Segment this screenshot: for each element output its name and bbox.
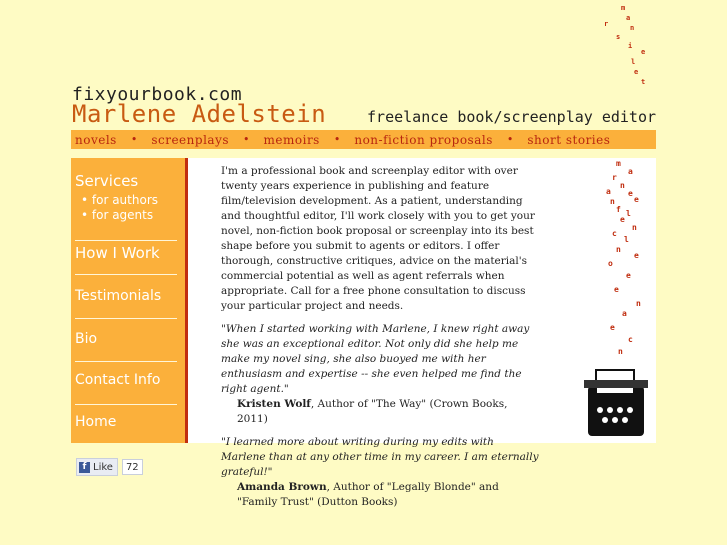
svg-text:n: n (636, 299, 641, 308)
testimonial-attribution (221, 397, 541, 427)
sidebar-item-how-i-work[interactable]: How I Work (75, 244, 160, 262)
topnav-separator: • (333, 133, 341, 146)
topnav-separator: • (243, 133, 250, 146)
sidebar-item-bio[interactable]: Bio (75, 331, 98, 347)
svg-text:l: l (624, 235, 629, 244)
svg-text:e: e (626, 271, 631, 280)
sidebar (71, 158, 188, 443)
testimonial-credit: , Author of "The Way" (Crown Books, 2011) (237, 398, 508, 425)
testimonial-quote: "When I started working with Marlene, I knew right away she was an exceptional editor. Not only did she help me make my novel sing, she also buoyed me with her enthusiasm and expertise -- she even helped me find the right agent." (221, 323, 530, 395)
facebook-like-count: 72 (122, 459, 143, 475)
sidebar-bio-block (75, 331, 177, 362)
svg-text:e: e (620, 215, 625, 224)
svg-text:e: e (610, 323, 615, 332)
topnav-novels[interactable]: novels (75, 132, 117, 147)
svg-text:a: a (628, 167, 633, 176)
content-area (221, 164, 541, 518)
svg-text:n: n (610, 197, 615, 206)
sidebar-sub-for-authors[interactable]: • for authors (81, 193, 159, 207)
svg-text:n: n (620, 181, 625, 190)
testimonial-quote: "I learned more about writing during my edits with Marlene than at any other time in my career. I am eternally grateful!" (221, 436, 539, 478)
svg-text:e: e (628, 189, 633, 198)
svg-text:o: o (608, 259, 613, 268)
svg-text:e: e (614, 285, 619, 294)
topnav-nonfiction-proposals[interactable]: non-fiction proposals (354, 132, 493, 147)
topnav-short-stories[interactable]: short stories (527, 132, 611, 147)
svg-text:e: e (634, 195, 639, 204)
svg-text:n: n (632, 223, 637, 232)
testimonial-attribution (221, 480, 541, 510)
facebook-like (76, 458, 143, 476)
svg-text:a: a (606, 187, 611, 196)
svg-text:a: a (622, 309, 627, 318)
intro-paragraph: I'm a professional book and screenplay editor with over twenty years experience in publishing and feature film/television development. As a patient, understanding and thoughtful editor, I'll work closely with you to get your novel, non-fiction book proposal or screenplay into its best shape before you submit to agents or editors. I offer thorough, constructive critiques, advice on the material's commercial potential as well as agent referrals when appropriate. Call for a free phone consultation to discuss your particular project and needs. (221, 165, 535, 312)
testimonial-author: Amanda Brown (237, 481, 327, 493)
sidebar-item-contact-info[interactable]: Contact Info (75, 372, 161, 388)
svg-text:n: n (618, 347, 623, 356)
testimonial-credit: , Author of "Legally Blonde" and "Family Trust" (Dutton Books) (237, 481, 499, 508)
sidebar-item-testimonials[interactable]: Testimonials (75, 288, 162, 304)
svg-text:e: e (634, 251, 639, 260)
sidebar-contact-block (75, 372, 177, 405)
topnav-separator: • (130, 133, 138, 146)
sidebar-item-home[interactable]: Home (75, 414, 117, 430)
sidebar-item-services[interactable]: Services (75, 172, 139, 190)
svg-text:r: r (612, 173, 617, 182)
topnav-separator: • (506, 133, 514, 146)
topnav-memoirs[interactable]: memoirs (263, 132, 320, 147)
top-nav (71, 130, 656, 149)
facebook-like-button[interactable] (76, 458, 118, 476)
svg-text:c: c (612, 229, 617, 238)
svg-text:c: c (628, 335, 633, 344)
sidebar-how-block (75, 244, 177, 275)
facebook-icon: f (79, 462, 90, 473)
topnav-screenplays[interactable]: screenplays (151, 132, 230, 147)
sidebar-sub-for-agents[interactable]: • for agents (81, 208, 154, 222)
sidebar-services-block (75, 172, 177, 241)
testimonial-author: Kristen Wolf (237, 398, 311, 410)
site-tagline: freelance book/screenplay editor (367, 108, 656, 126)
facebook-like-label: Like (93, 461, 113, 473)
svg-text:m: m (616, 159, 621, 168)
site-name[interactable]: Marlene Adelstein (72, 100, 327, 128)
sidebar-testimonials-block (75, 288, 177, 319)
svg-text:n: n (616, 245, 621, 254)
site-domain: fixyourbook.com (72, 84, 243, 105)
svg-text:l: l (626, 209, 631, 218)
sidebar-home-block (75, 414, 177, 440)
svg-text:f: f (616, 205, 621, 214)
typewriter-illustration (576, 158, 656, 443)
